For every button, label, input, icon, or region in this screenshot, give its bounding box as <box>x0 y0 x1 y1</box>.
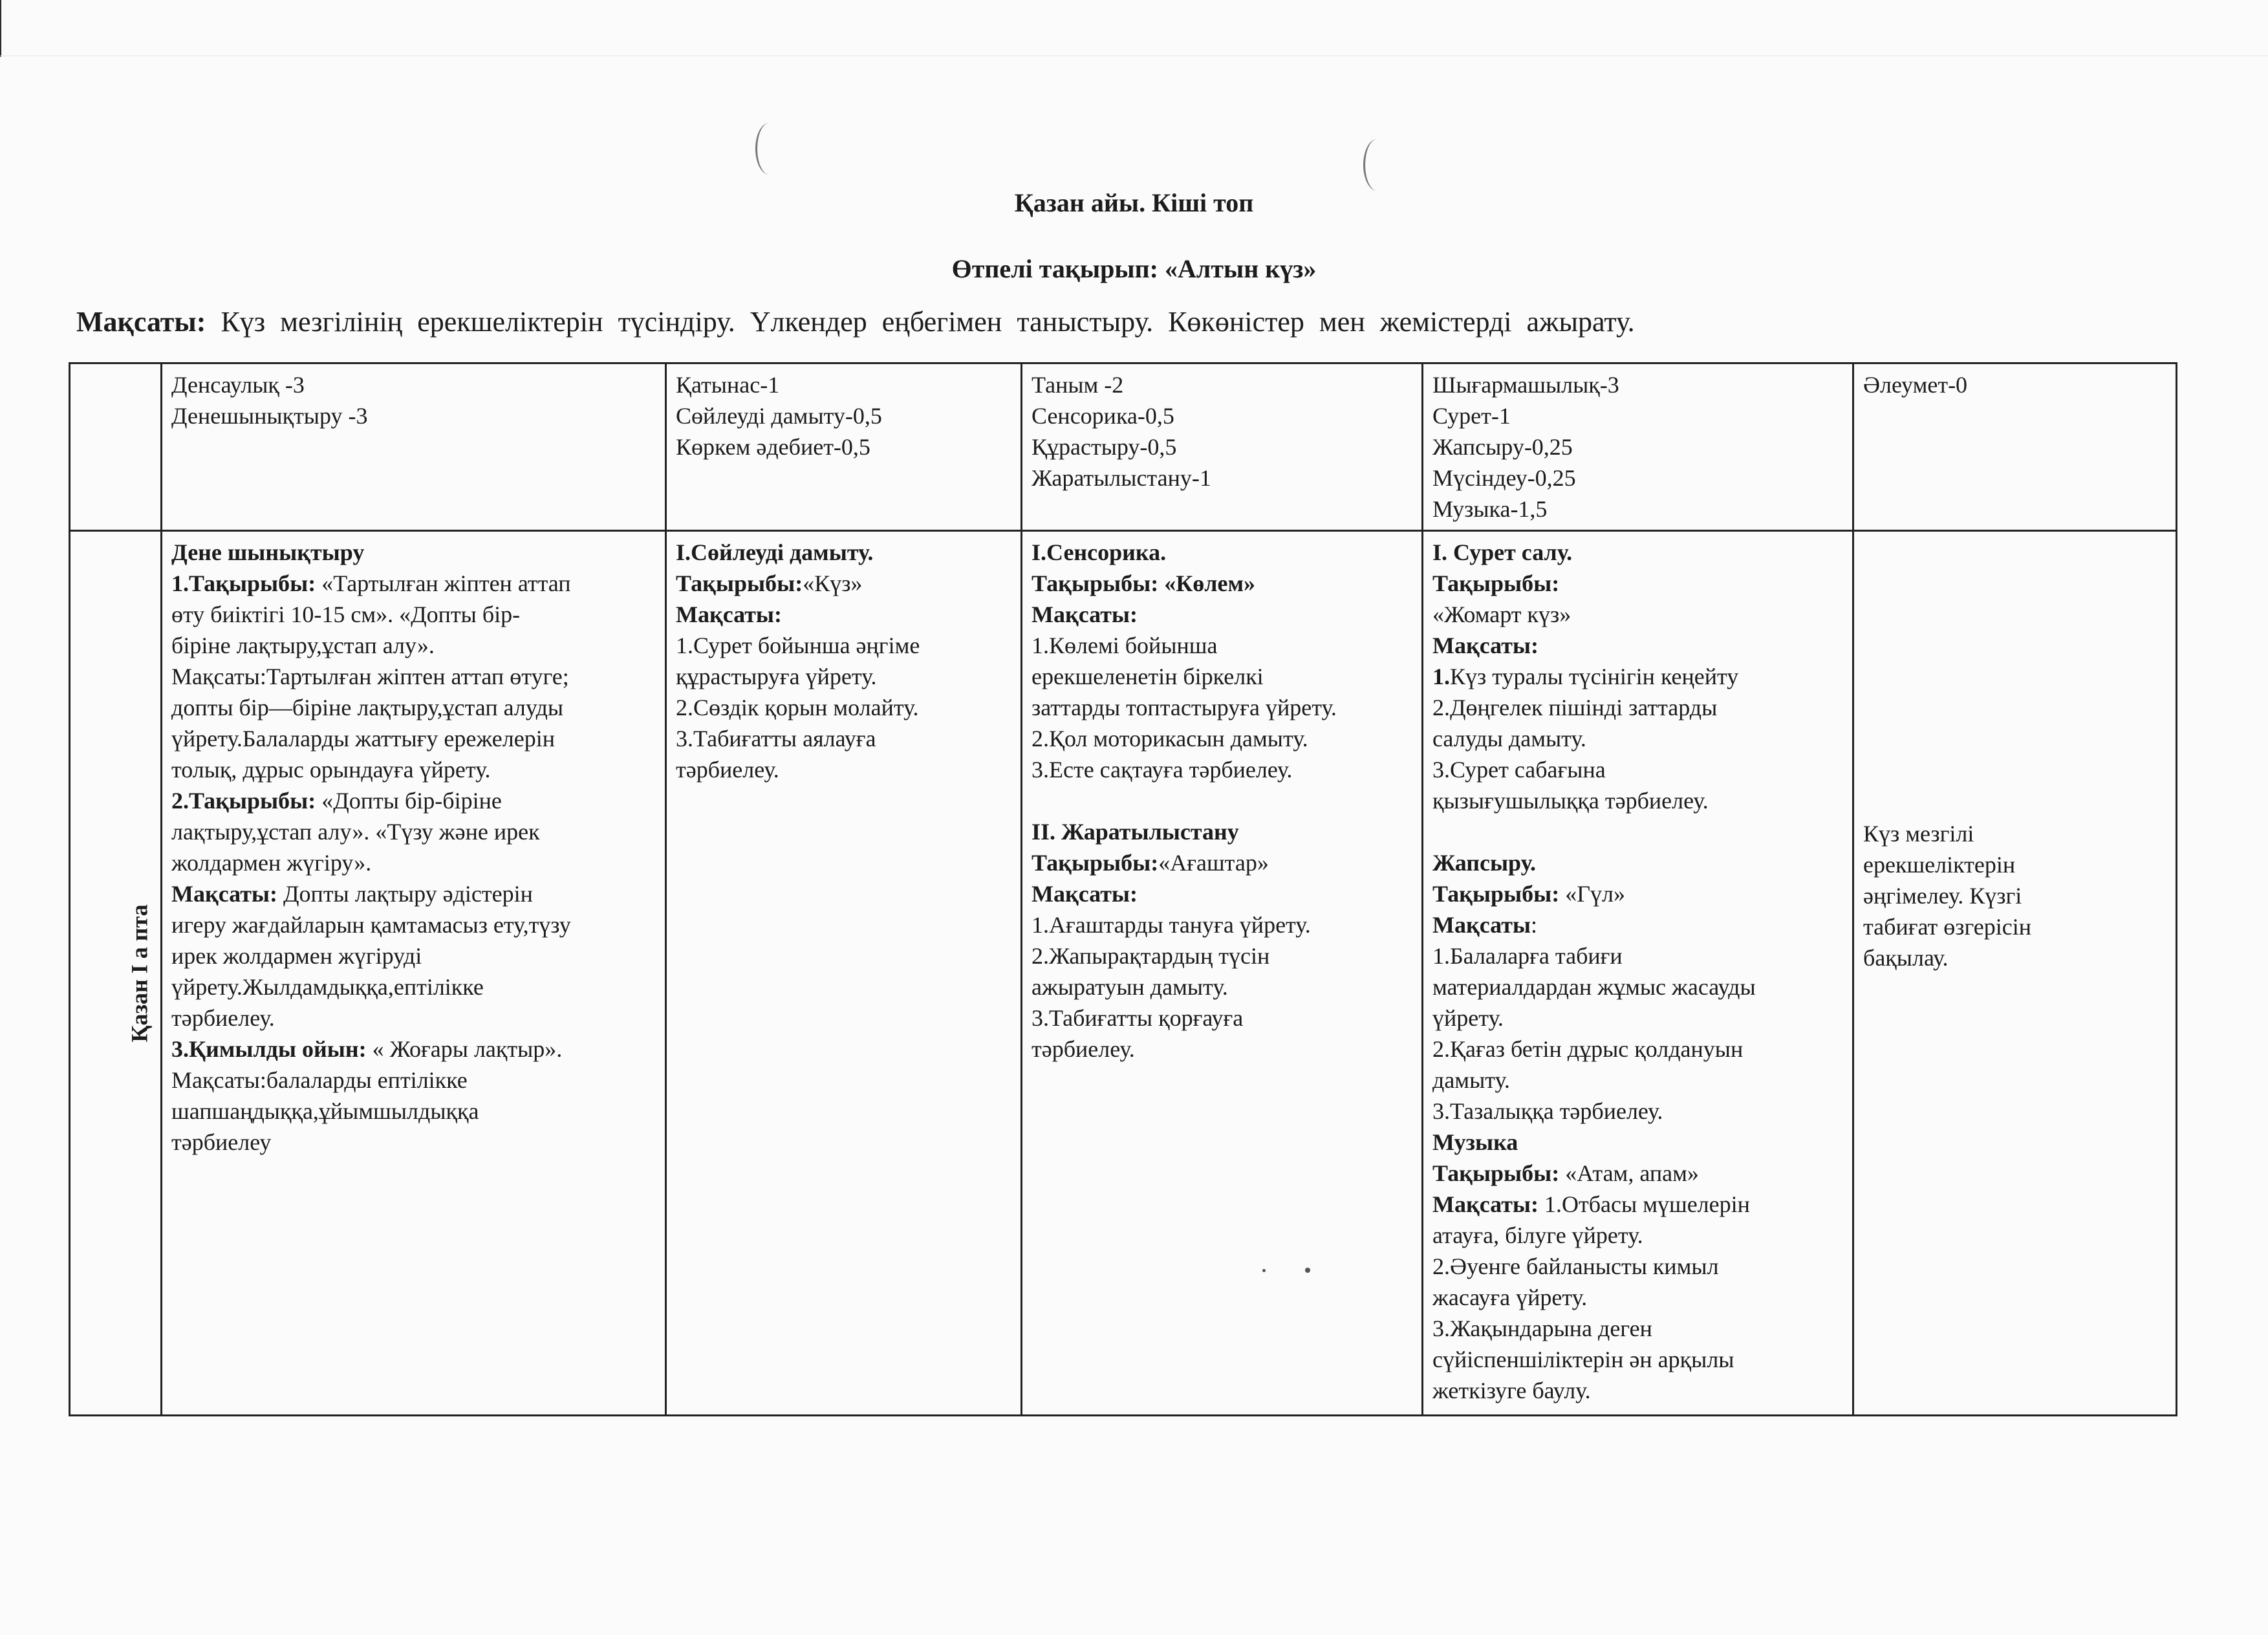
bold-label: 2.Тақырыбы: <box>171 788 316 814</box>
cell-line <box>676 537 1011 568</box>
cell-line <box>1031 909 1412 940</box>
line-text: құрастыруға үйрету. <box>676 664 877 689</box>
cell-line <box>1432 940 1843 971</box>
cell-speech-development <box>666 531 1022 1416</box>
scan-speck <box>1305 1268 1310 1273</box>
header-cell-creativity <box>1423 363 1853 531</box>
cell-line <box>1432 599 1843 630</box>
cell-line <box>676 661 1011 692</box>
cell-line <box>171 568 656 599</box>
cell-line: табиғат өзгерісін <box>1863 913 2032 940</box>
cell-line <box>171 723 656 754</box>
cell-line <box>171 692 656 723</box>
cell-line <box>1432 1344 1843 1375</box>
cell-line <box>1031 1034 1412 1065</box>
cell-line: әңгімелеу. Күзгі <box>1863 882 2022 909</box>
cell-line <box>1031 568 1412 599</box>
cell-line <box>676 754 1011 785</box>
line-text: тәрбиелеу <box>171 1129 272 1155</box>
bold-label: Музыка <box>1432 1129 1518 1155</box>
cell-drawing-applique-music <box>1423 531 1853 1416</box>
week-label: Қазан І а пта <box>126 904 153 1043</box>
goal-line <box>76 305 1635 338</box>
line-text: 1.Көлемі бойынша <box>1031 633 1218 658</box>
cell-line <box>1432 1189 1843 1220</box>
cell-line <box>1432 971 1843 1002</box>
cell-line <box>1432 1375 1843 1406</box>
line-text: атауға, білуге үйрету. <box>1432 1222 1643 1248</box>
line-text: «Тартылған жіптен аттап <box>316 570 571 596</box>
line-text: « Жоғары лақтыр». <box>366 1036 563 1062</box>
cell-line: Жапсыру-0,25 <box>1432 434 1573 460</box>
cell-line <box>1031 971 1412 1002</box>
cell-line <box>1432 1034 1843 1065</box>
cell-line <box>1031 599 1412 630</box>
bold-label: І. Сурет салу. <box>1432 539 1573 565</box>
cell-line: Сурет-1 <box>1432 403 1511 429</box>
cell-line <box>171 537 656 568</box>
bold-label: Тақырыбы: <box>1432 570 1560 596</box>
bold-label: Мақсаты: <box>171 881 277 907</box>
cell-line: Әлеумет-0 <box>1863 372 1968 398</box>
bold-label: І.Сөйлеуді дамыту. <box>676 539 874 565</box>
page-subtitle: Өтпелі тақырып: «Алтын күз» <box>951 254 1317 283</box>
cell-line <box>1031 785 1412 816</box>
punch-hole-mark <box>755 123 783 175</box>
line-text: тәрбиелеу. <box>676 757 779 783</box>
line-text: 1.Сурет бойынша әңгіме <box>676 633 920 658</box>
cell-line <box>171 1034 656 1065</box>
cell-line <box>1031 816 1412 847</box>
line-text: жасауға үйрету. <box>1432 1284 1588 1310</box>
line-text: сүйіспеншіліктерін ән арқылы <box>1432 1347 1734 1372</box>
goal-text: Күз мезгілінің ерекшеліктерін түсіндіру. Үлкендер еңбегімен таныстыру. Көкөністер мен жемістерді ажырату. <box>221 306 1635 338</box>
cell-line: Құрастыру-0,5 <box>1031 434 1177 460</box>
line-text: 3.Есте сақтауға тәрбиелеу. <box>1031 757 1293 783</box>
cell-line <box>171 661 656 692</box>
line-text: ирек жолдармен жүгіруді <box>171 943 422 969</box>
cell-social <box>1853 531 2177 1416</box>
cell-line <box>171 630 656 661</box>
line-text: 2.Қағаз бетін дұрыс қолдануын <box>1432 1036 1744 1062</box>
cell-line <box>1031 847 1412 878</box>
cell-line <box>1031 723 1412 754</box>
cell-line <box>1432 1127 1843 1158</box>
cell-line <box>171 1127 656 1158</box>
scan-edge-mark <box>0 0 1 57</box>
cell-line <box>1031 630 1412 661</box>
bold-label: 1.Тақырыбы: <box>171 570 316 596</box>
cell-line <box>1031 940 1412 971</box>
cell-line <box>676 692 1011 723</box>
cell-line <box>171 847 656 878</box>
line-text: игеру жағдайларын қамтамасыз ету,түзу <box>171 912 571 938</box>
line-text: 2.Сөздік қорын молайту. <box>676 695 919 720</box>
week-row <box>70 531 2177 1416</box>
cell-line <box>1031 754 1412 785</box>
bold-label: Мақсаты: <box>1432 1191 1539 1217</box>
line-text: Мақсаты:Тартылған жіптен аттап өтуге; <box>171 664 569 689</box>
line-text: 2.Жапырақтардың түсін <box>1031 943 1270 969</box>
line-text: үйрету.Жылдамдыққа,ептілікке <box>171 974 484 1000</box>
bold-label: Мақсаты: <box>1031 881 1138 907</box>
bold-label: Тақырыбы: «Көлем» <box>1031 570 1255 596</box>
bold-label: Тақырыбы: <box>1432 881 1560 907</box>
cell-line <box>1432 1220 1843 1251</box>
bold-label: Дене шынықтыру <box>171 539 365 565</box>
line-text: Допты лақтыру әдістерін <box>277 881 533 907</box>
cell-line <box>1432 816 1843 847</box>
line-text: 3.Табиғатты аялауға <box>676 726 876 752</box>
cell-line <box>1031 661 1412 692</box>
cell-line <box>1432 754 1843 785</box>
cell-line: Шығармашылық-3 <box>1432 372 1619 398</box>
cell-line <box>1432 1002 1843 1034</box>
plan-table <box>69 362 2177 1416</box>
cell-line: Күз мезгілі <box>1863 820 1974 847</box>
cell-line <box>171 754 656 785</box>
line-text: дамыту. <box>1432 1067 1510 1093</box>
cell-line <box>1432 909 1843 940</box>
line-text: жеткізуге баулу. <box>1432 1378 1591 1403</box>
cell-line <box>1432 1158 1843 1189</box>
bold-label: Жапсыру. <box>1432 850 1536 876</box>
line-text: қызығушылыққа тәрбиелеу. <box>1432 788 1709 814</box>
cell-line: Сөйлеуді дамыту-0,5 <box>676 403 882 429</box>
bold-label: Мақсаты <box>1432 912 1531 938</box>
cell-line <box>1432 568 1843 599</box>
cell-line <box>676 630 1011 661</box>
bold-label: Тақырыбы: <box>676 570 803 596</box>
bold-label: Мақсаты: <box>1432 633 1539 658</box>
line-text: 1.Отбасы мүшелерін <box>1539 1191 1750 1217</box>
line-text: толық, дұрыс орындауға үйрету. <box>171 757 491 783</box>
line-text: ерекшеленетін біркелкі <box>1031 664 1264 689</box>
line-text: 3.Сурет сабағына <box>1432 757 1606 783</box>
bold-label: ІІ. Жаратылыстану <box>1031 819 1239 845</box>
line-text: «Допты бір-біріне <box>316 788 502 814</box>
line-text: «Ағаштар» <box>1158 850 1269 876</box>
header-cell-social <box>1853 363 2177 531</box>
cell-line <box>171 971 656 1002</box>
cell-line: Денешынықтыру -3 <box>171 403 368 429</box>
line-text: материалдардан жұмыс жасауды <box>1432 974 1756 1000</box>
cell-line: ерекшеліктерін <box>1863 851 2016 878</box>
cell-line <box>1432 1282 1843 1313</box>
week-label-cell <box>70 531 162 1416</box>
cell-line <box>1432 785 1843 816</box>
cell-line: Жаратылыстану-1 <box>1031 465 1211 491</box>
line-text: үйрету.Балаларды жаттығу ережелерін <box>171 726 555 752</box>
line-text: 1.Ағаштарды тануға үйрету. <box>1031 912 1311 938</box>
cell-line <box>171 1002 656 1034</box>
line-text: «Күз» <box>803 570 863 596</box>
header-cell-health <box>162 363 666 531</box>
cell-line <box>171 1096 656 1127</box>
line-text: 1.Балаларға табиғи <box>1432 943 1623 969</box>
header-row <box>70 363 2177 531</box>
line-text: «Гүл» <box>1559 881 1625 907</box>
cell-line: Музыка-1,5 <box>1432 496 1548 522</box>
cell-line <box>171 599 656 630</box>
bold-label: Тақырыбы: <box>1432 1160 1560 1186</box>
line-text: лақтыру,ұстап алу». «Түзу және ирек <box>171 819 540 845</box>
line-text: салуды дамыту. <box>1432 726 1586 752</box>
line-text: жолдармен жүгіру». <box>171 850 372 876</box>
cell-line <box>1432 1251 1843 1282</box>
bold-label: Мақсаты: <box>676 601 782 627</box>
cell-line: Сенсорика-0,5 <box>1031 403 1174 429</box>
line-text: тәрбиелеу. <box>171 1005 275 1031</box>
header-cell-communication <box>666 363 1022 531</box>
line-text: 3.Жақындарына деген <box>1432 1316 1652 1341</box>
header-empty-cell <box>70 363 162 531</box>
line-text: 3.Табиғатты қорғауға <box>1031 1005 1244 1031</box>
bold-label: Мақсаты: <box>1031 601 1138 627</box>
cell-line <box>676 568 1011 599</box>
cell-line <box>1432 1096 1843 1127</box>
line-text: допты бір—біріне лақтыру,ұстап алуды <box>171 695 564 720</box>
cell-line: Денсаулық -3 <box>171 372 305 398</box>
line-text: біріне лақтыру,ұстап алу». <box>171 633 435 658</box>
cell-line <box>1432 1065 1843 1096</box>
bold-label: Тақырыбы: <box>1031 850 1159 876</box>
line-text: : <box>1531 912 1538 938</box>
cell-line <box>171 940 656 971</box>
line-text: 3.Тазалыққа тәрбиелеу. <box>1432 1098 1663 1124</box>
cell-line <box>1432 1313 1843 1344</box>
line-text: тәрбиелеу. <box>1031 1036 1135 1062</box>
cell-line: Таным -2 <box>1031 372 1124 398</box>
cell-line <box>1031 1002 1412 1034</box>
cell-line <box>171 785 656 816</box>
line-text: 2.Қол моторикасын дамыту. <box>1031 726 1308 752</box>
header-cell-cognition <box>1022 363 1423 531</box>
cell-line <box>1031 878 1412 909</box>
goal-label: Мақсаты: <box>76 306 206 338</box>
cell-line <box>171 878 656 909</box>
cell-line: Қатынас-1 <box>676 372 780 398</box>
cell-line <box>1432 661 1843 692</box>
line-text: заттарды топтастыруға үйрету. <box>1031 695 1337 720</box>
punch-hole-mark <box>1363 139 1391 191</box>
cell-line: Көркем әдебиет-0,5 <box>676 434 870 460</box>
cell-line <box>1432 847 1843 878</box>
cell-line <box>676 723 1011 754</box>
page-title: Қазан айы. Кіші топ <box>1014 188 1254 217</box>
cell-line: Мүсіндеу-0,25 <box>1432 465 1576 491</box>
cell-line <box>171 816 656 847</box>
line-text: ажыратуын дамыту. <box>1031 974 1228 1000</box>
line-text: шапшаңдыққа,ұйымшылдыққа <box>171 1098 479 1124</box>
line-text: үйрету. <box>1432 1005 1504 1031</box>
cell-line: бақылау. <box>1863 944 1949 971</box>
cell-line <box>1432 692 1843 723</box>
line-text: Мақсаты:балаларды ептілікке <box>171 1067 468 1093</box>
bold-label: 3.Қимылды ойын: <box>171 1036 367 1062</box>
line-text: Күз туралы түсінігін кеңейту <box>1450 664 1739 689</box>
line-text: «Жомарт күз» <box>1432 601 1571 627</box>
line-text: 2.Әуенге байланысты кимыл <box>1432 1253 1719 1279</box>
cell-line <box>171 909 656 940</box>
line-text: өту биіктігі 10-15 см». «Допты бір- <box>171 601 521 627</box>
bold-label: І.Сенсорика. <box>1031 539 1167 565</box>
cell-line <box>1432 878 1843 909</box>
scan-speck <box>1262 1269 1266 1272</box>
cell-line <box>1432 630 1843 661</box>
cell-line <box>171 1065 656 1096</box>
cell-line <box>1031 537 1412 568</box>
cell-line <box>1432 723 1843 754</box>
line-text: 2.Дөңгелек пішінді заттарды <box>1432 695 1718 720</box>
cell-line <box>1031 692 1412 723</box>
cell-line <box>676 599 1011 630</box>
bold-label: 1. <box>1432 664 1450 689</box>
line-text: «Атам, апам» <box>1559 1160 1699 1186</box>
cell-line <box>1432 537 1843 568</box>
cell-sensorics-nature <box>1022 531 1423 1416</box>
cell-physical-education <box>162 531 666 1416</box>
